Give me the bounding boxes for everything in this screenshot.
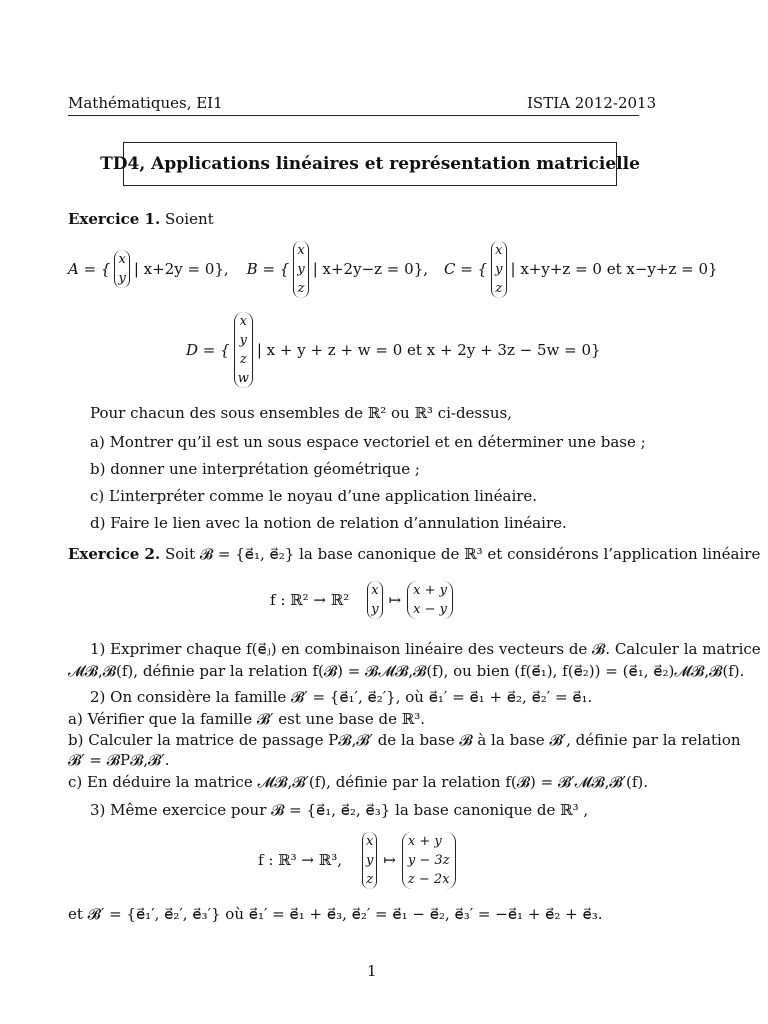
vector-entry: y — [365, 852, 374, 868]
exercise-1-item-c: c) L’interpréter comme le noyau d’une application linéaire. — [90, 487, 538, 505]
page-number: 1 — [367, 962, 377, 980]
vector-entry: z — [239, 352, 247, 367]
set-a — [68, 250, 229, 288]
map-1-input-vector — [367, 581, 382, 619]
set-d-vector — [234, 312, 253, 388]
exercise-1-intro — [68, 210, 214, 228]
exercise-2-intro-text: Soit 𝓑 = {e⃗₁, e⃗₂} la base canonique de ℝ³ et considérons l’application linéaire — [165, 545, 761, 563]
vector-entry: y — [118, 271, 126, 286]
part-2-line-1: 2) On considère la famille 𝓑′ = {e⃗₁′, e⃗₂′}, où e⃗₁′ = e⃗₁ + e⃗₂, e⃗₂′ = e⃗₁. — [90, 688, 593, 706]
part-2-c: c) En déduire la matrice 𝓜𝓑,𝓑′(f), définie par la relation f(𝓑) = 𝓑′𝓜𝓑,𝓑′(f). — [68, 773, 649, 791]
set-c-condition: | x+y+z = 0 et x−y+z = 0} — [510, 260, 718, 278]
set-a-lhs: A = { — [68, 260, 111, 278]
set-c-lhs: C = { — [444, 260, 488, 278]
set-c — [444, 241, 718, 298]
set-c-vector — [491, 241, 506, 298]
set-d-condition: | x + y + z + w = 0 et x + 2y + 3z − 5w = 0} — [256, 341, 601, 359]
exercise-2-intro — [68, 545, 760, 563]
header-rule — [68, 115, 639, 116]
part-3: 3) Même exercice pour 𝓑 = {e⃗₁, e⃗₂, e⃗₃} la base canonique de ℝ³ , — [90, 801, 589, 819]
exercise-1-heading: Exercice 1. — [68, 210, 161, 228]
map-1-signature: f : ℝ² → ℝ² — [270, 591, 350, 609]
vector-entry: y — [239, 333, 247, 348]
vector-entry: x + y — [413, 583, 447, 598]
set-b — [247, 241, 428, 298]
map-1-output-vector — [407, 581, 453, 619]
vector-entry: y − 3z — [407, 852, 450, 868]
final-line: et 𝓑′ = {e⃗₁′, e⃗₂′, e⃗₃′} où e⃗₁′ = e⃗₁ + e⃗₃, e⃗₂′ = e⃗₁ − e⃗₂, e⃗₃′ = −e⃗₁ + e⃗₂ + e⃗₃. — [68, 905, 603, 923]
vector-entry: y — [371, 602, 379, 617]
header-left: Mathématiques, EI1 — [68, 94, 223, 112]
exercise-1-item-a: a) Montrer qu’il est un sous espace vectoriel et en déterminer une base ; — [90, 433, 646, 451]
set-b-vector — [293, 241, 308, 298]
set-d-lhs: D = { — [186, 341, 230, 359]
maps-to-arrow: ↦ — [388, 591, 402, 609]
vector-entry: x — [297, 242, 305, 258]
set-a-condition: | x+2y = 0}, — [133, 260, 229, 278]
sets-abc-row — [68, 240, 718, 298]
maps-to-arrow: ↦ — [383, 851, 396, 869]
vector-entry: x — [365, 833, 374, 849]
vector-entry: x − y — [413, 602, 447, 617]
exercise-1-item-d: d) Faire le lien avec la notion de relation d’annulation linéaire. — [90, 514, 567, 532]
part-2-a: a) Vérifier que la famille 𝓑′ est une base de ℝ³. — [68, 710, 425, 728]
exercise-2-heading: Exercice 2. — [68, 545, 161, 563]
part-1-line-2: 𝓜𝓑,𝓑(f), définie par la relation f(𝓑) = 𝓑𝓜𝓑,𝓑(f), ou bien (f(e⃗₁), f(e⃗₂)) = (e⃗₁, e⃗₂)𝓜𝓑,𝓑(f). — [68, 662, 745, 680]
vector-entry: z — [297, 280, 305, 296]
vector-entry: x + y — [407, 833, 442, 849]
vector-entry: z − 2x — [407, 871, 450, 887]
map-2-output-vector — [402, 832, 456, 889]
exercise-1-item-b: b) donner une interprétation géométrique ; — [90, 460, 420, 478]
map-2-signature: f : ℝ³ → ℝ³, — [258, 851, 342, 869]
page-title: TD4, Applications linéaires et représentation matricielle — [123, 142, 617, 186]
vector-entry: z — [495, 280, 503, 296]
vector-entry: x — [371, 583, 379, 598]
set-b-lhs: B = { — [246, 260, 290, 278]
part-1-line-1: 1) Exprimer chaque f(e⃗ⱼ) en combinaison linéaire des vecteurs de 𝓑. Calculer la matrice — [90, 640, 761, 658]
vector-entry: x — [118, 252, 126, 267]
part-2-b-line-1: b) Calculer la matrice de passage P𝓑,𝓑′ de la base 𝓑 à la base 𝓑′, définie par la relation — [68, 731, 741, 749]
map-1 — [270, 578, 453, 622]
part-2-b-line-2: 𝓑′ = 𝓑P𝓑,𝓑′. — [68, 751, 170, 769]
set-a-vector — [114, 250, 129, 288]
set-b-condition: | x+2y−z = 0}, — [312, 260, 429, 278]
map-2-input-vector — [362, 832, 377, 889]
set-d — [186, 312, 601, 388]
vector-entry: z — [366, 871, 374, 887]
vector-entry: x — [239, 314, 247, 329]
exercise-1-prompt: Pour chacun des sous ensembles de ℝ² ou ℝ³ ci-dessus, — [90, 404, 512, 422]
exercise-1-intro-text: Soient — [165, 210, 214, 228]
vector-entry: x — [495, 242, 503, 258]
vector-entry: y — [297, 261, 305, 277]
map-2 — [258, 830, 456, 890]
vector-entry: y — [495, 261, 503, 277]
vector-entry: w — [237, 371, 249, 386]
header-right: ISTIA 2012-2013 — [527, 94, 657, 112]
